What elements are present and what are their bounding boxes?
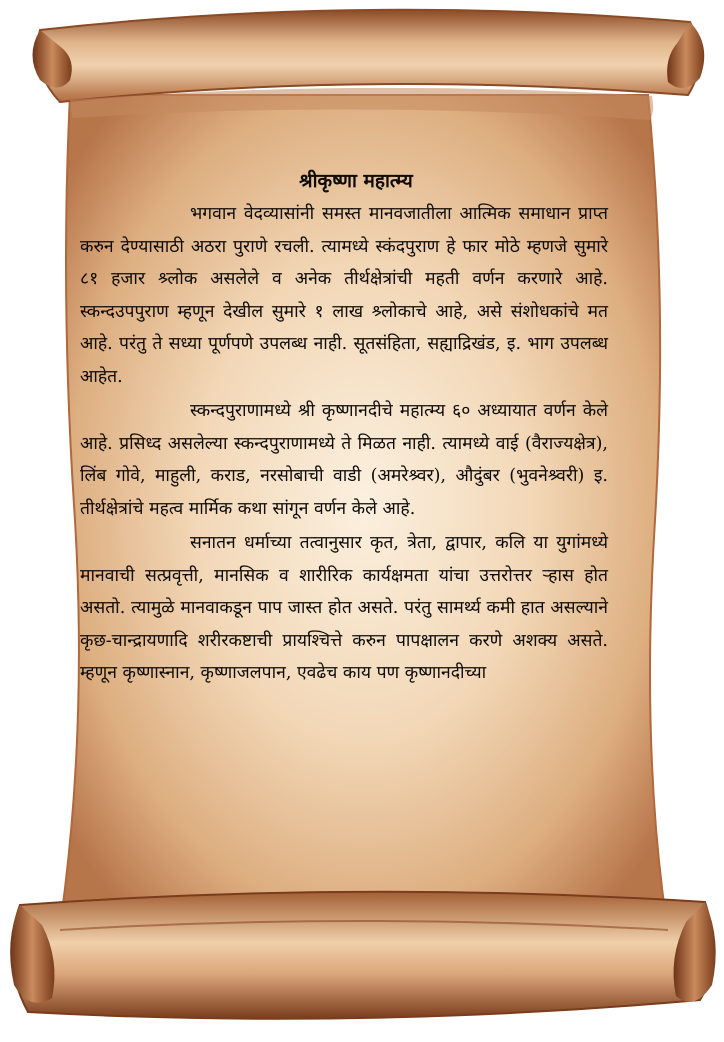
scroll-bottom-roll — [12, 892, 714, 1019]
paragraph-2: स्कन्दपुराणामध्ये श्री कृष्णानदीचे महात्म्य ६० अध्यायात वर्णन केले आहे. प्रसिध्द असलेल्या स्कन्दपुराणामध्ये ते मिळत नाही. त्यामध्ये वाई (वैराज्यक्षेत्र), लिंब गोवे, माहुली, कराड, नरसोबाची वाडी (अमरेश्र्वर), औदुंबर (भुवनेश्र्वरी) इ. तीर्थक्षेत्रांचे महत्व मार्मिक कथा सांगून वर्णन केले आहे. — [80, 401, 608, 519]
paragraph-3: सनातन धर्माच्या तत्वानुसार कृत, त्रेता, द्वापार, कलि या युगांमध्ये मानवाची सत्प्रवृत्ती, मानसिक व शारीरिक कार्यक्षमता यांचा उत्तरोत्तर ऱ्हास होत असतो. त्यामुळे मानवाकडून पाप जास्त होत असते. परंतु सामर्थ्य कमी हात असल्याने कृछ-चान्द्रायणादि शरीरकष्टाची प्रायश्चित्ते करुन पापक्षालन करणे अशक्य असते. म्हणून कृष्णास्नान, कृष्णाजलपान, एवढेच काय पण कृष्णानदीच्या — [80, 533, 608, 683]
document-body — [80, 168, 608, 692]
paragraph-1: भगवान वेदव्यासांनी समस्त मानवजातीला आत्मिक समाधान प्राप्त करुन देण्यासाठी अठरा पुराणे रचली. त्यामध्ये स्कंदपुराण हे फार मोठे म्हणजे सुमारे ८१ हजार श्र्लोक असलेले व अनेक तीर्थक्षेत्रांची महती वर्णन करणारे आहे. स्कन्दउपपुराण म्हणून देखील सुमारे १ लाख श्र्लोकाचे आहे, असे संशोधकांचे मत आहे. परंतु ते सध्या पूर्णपणे उपलब्ध नाही. सूतसंहिता, सह्याद्रिखंड, इ. भाग उपलब्ध आहेत. — [80, 204, 608, 387]
document-title: श्रीकृष्णा महात्म्य — [299, 170, 413, 192]
